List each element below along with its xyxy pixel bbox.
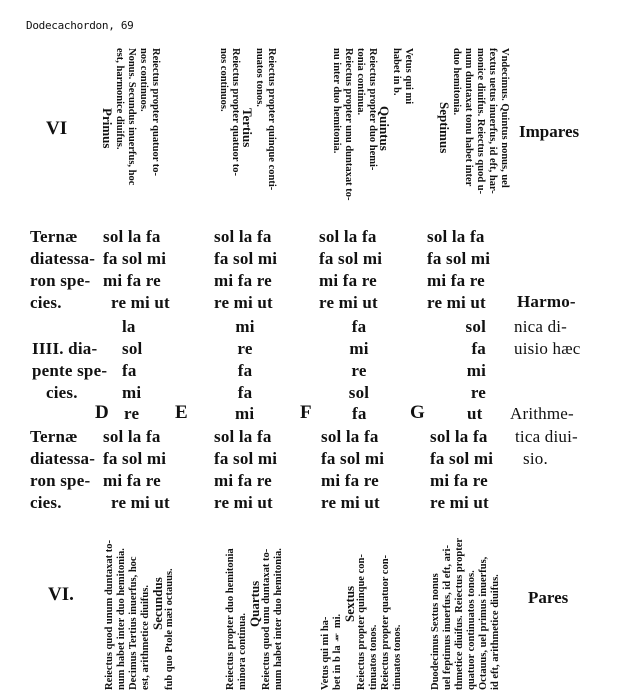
- block-title: Tertius: [240, 108, 255, 148]
- label-line: diatessa-: [30, 249, 96, 268]
- solmization-cell: mi fa re: [319, 271, 377, 290]
- label-line: cies.: [30, 493, 62, 512]
- solmization-cell: sol: [122, 339, 143, 358]
- solmization-cell: mi fa re: [214, 271, 272, 290]
- block-line: Reiectus propter duo hemi-: [367, 48, 378, 171]
- solmization-cell: mi: [349, 339, 369, 358]
- block-line: Reiectus propter quatuor to-: [150, 48, 161, 177]
- solmization-cell: mi fa re: [430, 471, 488, 490]
- block-line: bet in b la ♮ mi.: [332, 613, 343, 690]
- block-line: Duodecimus Sextus nonus: [430, 573, 441, 690]
- final-letter-f: F: [300, 402, 312, 423]
- label-line: diatessa-: [30, 449, 96, 468]
- diapente-col-1: [122, 316, 142, 404]
- block-line: quatuor continuatos tonos.: [466, 570, 477, 690]
- solmization-cell: re mi ut: [111, 493, 170, 512]
- upper-ternae-col-3: [319, 226, 382, 314]
- block-line: habet in b.: [391, 48, 402, 96]
- final-letter-d: D: [95, 402, 109, 423]
- block-line: Nonus. Secundus inuerfus, hoc: [126, 48, 137, 186]
- block-title: Primus: [100, 107, 115, 149]
- block-line: num duntaxat tonu habet inter: [463, 48, 474, 187]
- block-line: monice diuifus. Reiectus quod u-: [475, 48, 486, 195]
- block-line: nos continuos.: [138, 48, 149, 112]
- side-text-harmonica: Harmo-: [517, 292, 576, 311]
- solmization-cell: re mi ut: [427, 293, 486, 312]
- solmization-cell: re mi ut: [321, 493, 380, 512]
- block-line: nu inter duo hemitonia.: [331, 48, 342, 154]
- block-title: Quartus: [247, 580, 262, 628]
- diapente-label: [32, 338, 107, 404]
- solmization-cell: fa sol mi: [103, 449, 167, 468]
- block-line: thmetice diuifus. Reiectus propter: [454, 537, 465, 690]
- solmization-cell: fa sol mi: [214, 449, 278, 468]
- final-syllable-re: re: [124, 404, 140, 423]
- top-block-primus: [101, 48, 161, 208]
- solmization-cell: sol: [465, 317, 486, 336]
- upper-ternae-col-1: [103, 226, 170, 314]
- block-title: Sextus: [342, 585, 357, 623]
- diapente-col-4: [458, 316, 486, 404]
- block-line: est, harmonice diuifus.: [114, 48, 125, 150]
- lower-ternae-col-3: [321, 426, 384, 514]
- lower-ternae-col-4: [430, 426, 493, 514]
- block-line: nos continuos.: [218, 48, 229, 112]
- block-line: mæi octauus.: [164, 568, 175, 628]
- solmization-cell: fa: [471, 339, 486, 358]
- solmization-cell: mi fa re: [427, 271, 485, 290]
- bottom-side-label: Pares: [528, 588, 569, 607]
- solmization-cell: sol: [348, 383, 370, 402]
- block-line: id eft, arithmetice diuifus.: [490, 574, 501, 690]
- solmization-cell: re mi ut: [214, 493, 273, 512]
- block-line: Decimus Tertius inuerfus, hoc: [128, 556, 139, 690]
- label-line: ron spe-: [30, 271, 91, 290]
- label-line: IIII. dia-: [32, 339, 98, 358]
- side-line: sio.: [523, 449, 548, 468]
- block-line: Reiectus propter unu duntaxat to-: [343, 48, 354, 201]
- solmization-cell: re: [237, 339, 253, 358]
- block-line: tinuatos tonos.: [392, 624, 403, 690]
- diapente-col-2: [230, 316, 260, 404]
- label-line: ron spe-: [30, 471, 91, 490]
- top-block-quintus: [330, 48, 414, 208]
- block-line: Vndecimus. Quintus nonus, uel: [499, 48, 510, 188]
- final-letter-g: G: [410, 402, 425, 423]
- label-line: Ternæ: [30, 427, 78, 446]
- lower-ternae-label: [30, 426, 95, 514]
- solmization-cell: re: [351, 361, 367, 380]
- side-text-arithmetica: Arithme-: [510, 404, 574, 423]
- block-line: Reiectus propter quatuor con-: [380, 554, 391, 690]
- block-line: Reiectus propter quinque con-: [356, 554, 367, 690]
- block-line: num habet inter duo hemitonia.: [116, 548, 127, 690]
- solmization-cell: mi fa re: [103, 471, 161, 490]
- solmization-cell: sol la fa: [321, 427, 379, 446]
- label-line: cies.: [30, 293, 62, 312]
- bottom-block-duodecimus: [430, 518, 502, 690]
- solmization-cell: fa sol mi: [430, 449, 494, 468]
- top-block-septimus: [438, 48, 510, 208]
- solmization-cell: mi fa re: [321, 471, 379, 490]
- block-line: duo hemitonia.: [451, 48, 462, 116]
- solmization-cell: sol la fa: [103, 427, 161, 446]
- solmization-cell: fa: [237, 383, 253, 402]
- solmization-cell: re mi ut: [430, 493, 489, 512]
- block-line: Reiectus propter duo hemitonia: [225, 548, 236, 690]
- diapente-col-3: [342, 316, 376, 404]
- solmization-cell: fa sol mi: [214, 249, 278, 268]
- final-letter-e: E: [175, 402, 188, 423]
- bottom-block-secundus: [104, 518, 176, 690]
- solmization-cell: re mi ut: [319, 293, 378, 312]
- solmization-cell: mi: [466, 361, 486, 380]
- final-syllable-ut: ut: [467, 404, 483, 423]
- label-line: cies.: [46, 383, 78, 402]
- solmization-cell: fa: [351, 317, 367, 336]
- solmization-cell: re: [470, 383, 486, 402]
- solmization-cell: re mi ut: [214, 293, 273, 312]
- solmization-cell: la: [122, 317, 136, 336]
- block-line: tinuatos tonos.: [368, 624, 379, 690]
- lower-ternae-col-2: [214, 426, 277, 514]
- block-line: est, arithmetice diuifus.: [140, 585, 151, 690]
- solmization-cell: fa: [122, 361, 137, 380]
- side-text-arithmetica-cont: [515, 426, 578, 470]
- solmization-cell: mi: [122, 383, 142, 402]
- block-line: Vetus qui mi ha-: [320, 616, 331, 690]
- upper-ternae-label: [30, 226, 95, 314]
- block-line: Reiectus quod unum duntaxat to-: [104, 540, 115, 690]
- solmization-cell: sol la fa: [214, 427, 272, 446]
- bottom-block-sextus: [320, 518, 404, 690]
- solmization-cell: mi fa re: [103, 271, 161, 290]
- block-line: Vetus qui mi: [403, 48, 414, 105]
- solmization-cell: sol la fa: [319, 227, 377, 246]
- solmization-cell: sol la fa: [214, 227, 272, 246]
- solmization-cell: fa sol mi: [319, 249, 383, 268]
- solmization-cell: mi: [235, 317, 255, 336]
- upper-ternae-col-4: [427, 226, 490, 314]
- block-title: Septimus: [437, 102, 452, 154]
- solmization-cell: fa sol mi: [427, 249, 491, 268]
- block-line: Octauus, uel primus inuerfus,: [478, 556, 489, 690]
- label-line: pente spe-: [32, 361, 108, 380]
- solmization-cell: fa sol mi: [321, 449, 385, 468]
- block-title: Secundus: [150, 577, 165, 631]
- final-syllable-mi: mi: [235, 404, 255, 423]
- solmization-cell: mi fa re: [214, 471, 272, 490]
- top-side-label: Impares: [519, 122, 580, 141]
- block-line: Reiectus quod unu duntaxat to-: [261, 548, 272, 690]
- solmization-cell: sol la fa: [427, 227, 485, 246]
- solmization-cell: sol la fa: [103, 227, 161, 246]
- top-roman-numeral: VI: [46, 118, 68, 139]
- solmization-cell: fa sol mi: [103, 249, 167, 268]
- block-line: fub quo Ptole: [164, 629, 175, 690]
- block-line: fextus uetus inuerfus, id eft, har-: [487, 48, 498, 194]
- label-line: Ternæ: [30, 227, 78, 246]
- solmization-cell: sol la fa: [430, 427, 488, 446]
- solmization-cell: re mi ut: [111, 293, 170, 312]
- side-line: nica di-: [514, 317, 568, 336]
- block-line: num habet inter duo hemitonia.: [273, 548, 284, 690]
- block-line: uel feptimus inuerfus, id eft, ari-: [442, 545, 453, 690]
- top-block-tertius: [217, 48, 277, 208]
- side-line: uisio hæc: [514, 339, 581, 358]
- side-line: tica diui-: [515, 427, 578, 446]
- bottom-roman-numeral: VI.: [48, 584, 74, 605]
- block-line: Reiectus propter quinque conti-: [266, 48, 277, 191]
- final-syllable-fa: fa: [352, 404, 367, 423]
- lower-ternae-col-1: [103, 426, 170, 514]
- side-text-harmonica-cont: [514, 316, 581, 360]
- block-line: tonia continua.: [355, 48, 366, 116]
- block-line: Reiectus propter quatuor to-: [230, 48, 241, 177]
- page-caption: Dodecachordon, 69: [26, 19, 134, 32]
- bottom-block-quartus: [225, 518, 285, 690]
- block-line: nuatos tonos.: [254, 48, 265, 107]
- solmization-cell: fa: [237, 361, 253, 380]
- block-title: Quintus: [377, 105, 392, 151]
- upper-ternae-col-2: [214, 226, 277, 314]
- block-line: minora continua.: [237, 612, 248, 690]
